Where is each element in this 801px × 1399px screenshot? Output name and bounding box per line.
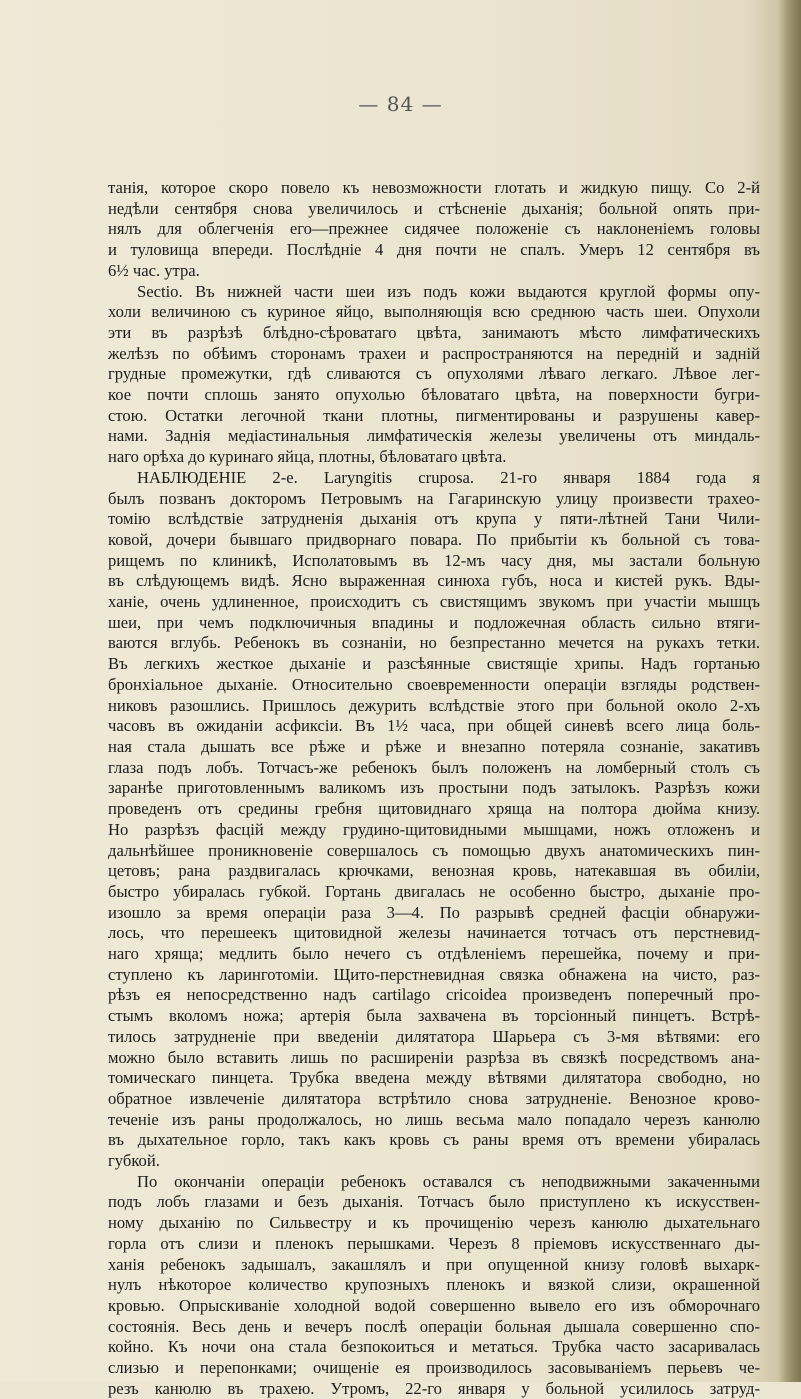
text-line: нялъ для облегченія его—прежнее сидячее положеніе съ наклоненіемъ головы xyxy=(108,219,760,239)
body-text xyxy=(108,178,760,1399)
text-line: обратное извлеченіе дилятатора встрѣтило снова затрудненіе. Венозное крово- xyxy=(108,1088,760,1108)
text-line: подъ лобъ глазами и безъ дыханія. Тотчасъ было приступлено къ искусствен- xyxy=(108,1192,760,1212)
text-line: глаза подъ лобъ. Тотчасъ-же ребенокъ былъ положенъ на ломберный столъ съ xyxy=(108,757,760,777)
text-line: цетовъ; рана раздвигалась крючками, венозная кровь, натекавшая въ обиліи, xyxy=(108,861,760,881)
text-line: ваются вглубь. Ребенокъ въ сознаніи, но безпрестанно мечется на рукахъ тетки. xyxy=(108,633,760,653)
text-line: нулъ нѣкоторое количество крупозныхъ пленокъ и вязкой слизи, окрашенной xyxy=(108,1275,760,1295)
text-line: стою. Остатки легочной ткани плотны, пигментированы и разрушены кавер- xyxy=(108,405,760,425)
text-line: рѣзъ ея непосредственно надъ cartilago cricoidea произведенъ поперечный про- xyxy=(108,985,760,1005)
text-line: губкой. xyxy=(108,1151,160,1171)
text-line: можно было вставить лишь по расширеніи разрѣза въ связкѣ посредствомъ ана- xyxy=(108,1047,760,1067)
text-line: ступлено къ ларинготоміи. Щито-перстневидная связка обнажена на чисто, раз- xyxy=(108,964,760,984)
text-line: холи величиною съ куриное яйцо, выполняющія всю среднюю часть шеи. Опухоли xyxy=(108,302,760,322)
text-line: ному дыханію по Сильвестру и къ прочищенію черезъ канюлю дыхательнаго xyxy=(108,1213,760,1233)
text-line: ная стала дышать все рѣже и рѣже и внезапно потеряла сознаніе, закативъ xyxy=(108,736,760,756)
text-line: Въ легкихъ жесткое дыханіе и разсѣянные свистящіе хрипы. Надъ гортанью xyxy=(108,654,760,674)
text-line: былъ позванъ докторомъ Петровымъ на Гагаринскую улицу произвести трахео- xyxy=(108,488,760,508)
text-line: резъ канюлю въ трахею. Утромъ, 22-го января у больной усилилось затруд- xyxy=(108,1378,760,1398)
text-line: нами. Заднія медіастинальныя лимфатическія железы увеличены отъ миндаль- xyxy=(108,426,760,446)
text-line: шеи, при чемъ подключичныя впадины и подложечная область сильно втяги- xyxy=(108,612,760,632)
text-line: въ дыхательное горло, такъ какъ кровь съ раны время отъ времени убиралась xyxy=(108,1130,760,1150)
text-line: никовъ разошлись. Пришлось дежурить вслѣдствіе этого при больной около 2-хъ xyxy=(108,695,760,715)
text-line: ханія ребенокъ задышалъ, закашлялъ и при опущенной книзу головѣ выхарк- xyxy=(108,1254,760,1274)
text-line: дальнѣйшее проникновеніе совершалось съ помощью двухъ анатомическихъ пин- xyxy=(108,840,760,860)
text-line: теченіе изъ раны продолжалось, но лишь весьма мало попадало черезъ канюлю xyxy=(108,1109,760,1129)
text-line: рищемъ по клиникѣ, Исполатовымъ въ 12-мъ часу дня, мы застали больную xyxy=(108,550,760,570)
text-line: томическаго пинцета. Трубка введена между вѣтвями дилятатора свободно, но xyxy=(108,1068,760,1088)
text-line: слизью и перепонками; очищеніе ея производилось засовываніемъ перьевъ че- xyxy=(108,1358,760,1378)
text-line: и туловища впереди. Послѣдніе 4 дня почти не спалъ. Умеръ 12 сентября въ xyxy=(108,240,760,260)
text-line: недѣли сентября снова увеличилось и стѣсненіе дыханія; больной опять при- xyxy=(108,198,760,218)
text-line: кровью. Опрыскиваніе холодной водой совершенно вывело его изъ обморочнаго xyxy=(108,1295,760,1315)
text-line: изошло за время операціи раза 3—4. По разрывѣ средней фасціи обнаружи- xyxy=(108,902,760,922)
text-line: НАБЛЮДЕНІЕ 2-е. Laryngitis cruposa. 21-го января 1884 года я xyxy=(137,467,760,487)
text-line: ковой, дочери бывшаго придворнаго повара. По прибытіи къ больной съ това- xyxy=(108,529,760,549)
text-line: лось, что перешеекъ щитовидной железы начинается тотчасъ отъ перстневид- xyxy=(108,923,760,943)
text-line: тилось затрудненіе при введеніи дилятатора Шарьера съ 3-мя вѣтвями: его xyxy=(108,1026,760,1046)
text-line: горла отъ слизи и пленокъ перышками. Черезъ 8 пріемовъ искусственнаго ды- xyxy=(108,1233,760,1253)
text-line: ханіе, очень удлиненное, происходитъ съ свистящимъ звукомъ при участіи мышцъ xyxy=(108,592,760,612)
text-line: танія, которое скоро повело къ невозможности глотать и жидкую пищу. Со 2-й xyxy=(108,178,760,197)
text-line: эти въ разрѣзѣ блѣдно-сѣроватаго цвѣта, занимаютъ мѣсто лимфатическихъ xyxy=(108,322,760,342)
text-line: наго хряща; медлить было нечего съ отдѣленіемъ перешейка, почему и при- xyxy=(108,944,760,964)
text-line: стымъ вколомъ ножа; артерія была захвачена въ торсіонный пинцетъ. Встрѣ- xyxy=(108,1006,760,1026)
text-line: состоянія. Весь день и вечеръ послѣ операціи больная дышала совершенно спо- xyxy=(108,1316,760,1336)
text-line: въ слѣдующемъ видѣ. Ясно выраженная синюха губъ, носа и кистей рукъ. Вды- xyxy=(108,571,760,591)
page-number: — 84 — xyxy=(358,92,443,116)
text-line: Но разрѣзъ фасцій между грудино-щитовидными мышцами, ножъ отложенъ и xyxy=(108,819,760,839)
text-line: желѣзъ по обѣимъ сторонамъ трахеи и распространяются на передній и задній xyxy=(108,343,760,363)
text-line: койно. Къ ночи она стала безпокоиться и метаться. Трубка часто засаривалась xyxy=(108,1337,760,1357)
text-line: часовъ въ ожиданіи асфиксіи. Въ 1½ часа, при общей синевѣ всего лица боль- xyxy=(108,716,760,736)
text-line: 6½ час. утра. xyxy=(108,260,200,280)
text-line: быстро убиралась губкой. Гортань двигалась не особенно быстро, дыханіе про- xyxy=(108,881,760,901)
text-line: наго орѣха до куринаго яйца, плотны, бѣловатаго цвѣта. xyxy=(108,447,507,467)
text-line: заранѣе приготовленнымъ валикомъ изъ простыни подъ затылокъ. Разрѣзъ кожи xyxy=(108,778,760,798)
page-edge-shadow xyxy=(779,0,801,1382)
text-line: кое почти сплошь занято опухолью бѣловатаго цвѣта, на поверхности бугри- xyxy=(108,385,760,405)
text-line: томію вслѣдствіе затрудненія дыханія отъ крупа у пяти-лѣтней Тани Чили- xyxy=(108,509,760,529)
text-line: проведенъ отъ средины гребня щитовиднаго хряща на полтора дюйма книзу. xyxy=(108,799,760,819)
text-line: бронхіальное дыханіе. Относительно своевременности операціи взгляды родствен- xyxy=(108,674,760,694)
text-line: По окончаніи операціи ребенокъ оставался съ неподвижными закаченными xyxy=(137,1171,760,1191)
text-line: грудные промежутки, гдѣ сливаются съ опухолями лѣваго легкаго. Лѣвое лег- xyxy=(108,364,760,384)
text-line: Sectio. Въ нижней части шеи изъ подъ кожи выдаются круглой формы опу- xyxy=(137,281,760,301)
